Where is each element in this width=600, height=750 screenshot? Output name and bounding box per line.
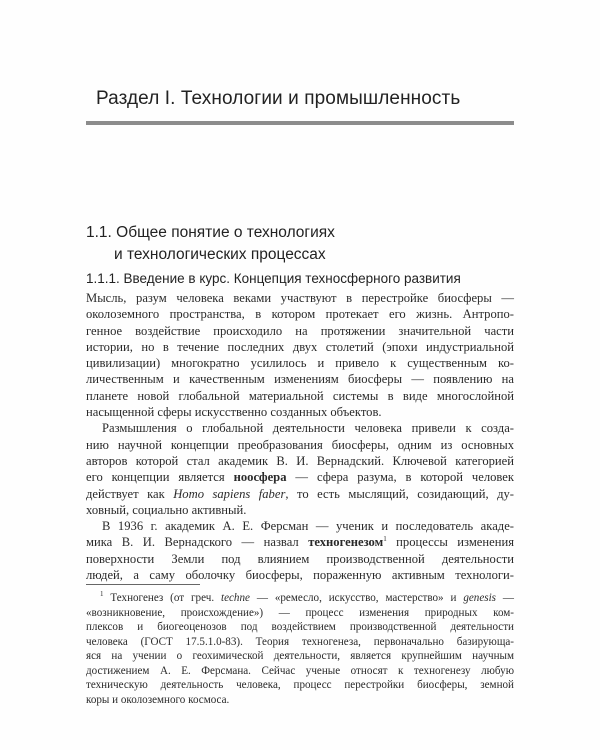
footnote-ref[interactable]: 1 — [383, 535, 387, 544]
paragraph-3-line: В 1936 г. академик А. Е. Ферсман — ученик и последователь акаде- — [102, 519, 514, 534]
paragraph-1-line: насыщенной сферы искусственно созданных объектов. — [86, 405, 382, 420]
section-title-rule — [86, 121, 514, 125]
body-text — [86, 290, 514, 583]
paragraph-2-line: Размышления о глобальной деятельности человека привели к созда- — [102, 421, 514, 436]
footnote-line: человека (ГОСТ 17.5.1.0-83). Теория техногенеза, первоначально базирующа- — [86, 635, 514, 648]
footnote-line: достижением А. Е. Ферсмана. Сейчас ученые относят к техногенезу любую — [86, 664, 514, 677]
text-run: его концепции является — [86, 470, 234, 485]
paragraph-1-line: цивилизации) многократно усилилось и привело к существенным ко- — [86, 356, 514, 371]
paragraph-1-line: околоземного пространства, в котором протекает его жизнь. Антропо- — [86, 307, 514, 322]
subsubsection-heading: 1.1.1. Введение в курс. Концепция техносферного развития — [86, 271, 461, 286]
subsection-heading-line-1: 1.1. Общее понятие о технологиях — [86, 224, 335, 241]
text-run: , то есть мыслящий, созидающий, ду- — [285, 486, 514, 501]
footnote-number: 1 — [100, 590, 104, 598]
paragraph-3-line — [86, 534, 514, 550]
footnote-line: коры и околоземного космоса. — [86, 693, 230, 706]
footnote-line: «возникновение, происхождение») — процесс изменения природных ком- — [86, 606, 514, 619]
term-noosphere: ноосфера — [233, 470, 287, 485]
footnote-line: плексов и биогеоценозов под воздействием производственной деятельности — [86, 621, 514, 633]
text-run: процессы изменения — [386, 535, 514, 550]
paragraph-2-line: авторов которой стал академик В. И. Вернадский. Ключевой категорией — [86, 453, 514, 468]
subsection-heading — [86, 222, 335, 266]
text-run: — — [496, 592, 514, 604]
paragraph-2-line — [86, 486, 514, 502]
paragraph-1-line: личественным и качественным изменениям биосферы — появлению на — [86, 372, 514, 387]
text-run: — сфера разума, в которой человек — [286, 470, 514, 485]
term-techne: techne — [221, 592, 250, 604]
paragraph-2-line: нию научной концепции преобразования биосферы, одним из основных — [86, 437, 514, 452]
subsection-heading-line-2: и технологических процессах — [114, 246, 326, 263]
paragraph-1-line: Мысль, разум человека веками участвуют в перестройке биосферы — — [86, 291, 514, 305]
paragraph-2-line: ховный, социально активный. — [86, 502, 247, 517]
paragraph-1-line: планете новой глобальной материальной системы в виде многослойной — [86, 388, 514, 403]
footnote — [86, 591, 514, 707]
text-run: Техногенез (от греч. — [103, 592, 221, 604]
footnote-divider — [86, 584, 200, 585]
paragraph-2-line — [86, 469, 514, 485]
section-title: Раздел I. Технологии и промышленность — [96, 88, 461, 109]
footnote-line — [86, 591, 514, 606]
term-genesis: genesis — [463, 592, 496, 604]
footnote-line: техническую деятельность человека, процесс перестройки биосферы, земной — [86, 679, 514, 691]
term-technogenesis: техногенезом — [308, 535, 384, 550]
term-homo-sapiens-faber: Homo sapiens faber — [173, 486, 286, 501]
text-run: — «ремесло, искусство, мастерство» и — [249, 592, 464, 604]
text-run: действует как — [86, 486, 174, 501]
paragraph-1-line: истории, но в течение последних двух столетий (эпохи индустриальной — [86, 339, 514, 354]
paragraph-1-line: генное воздействие происходило на протяжении значительной части — [86, 323, 514, 338]
paragraph-3-line: поверхности Земли под влиянием производственной деятельности — [86, 551, 514, 566]
paragraph-3-line: людей, а саму оболочку биосферы, пораженную активным технологи- — [86, 568, 514, 583]
footnote-line: яся на учении о геохимической деятельности, является крупнейшим научным — [86, 650, 514, 662]
text-run: мика В. И. Вернадского — назвал — [86, 535, 309, 550]
